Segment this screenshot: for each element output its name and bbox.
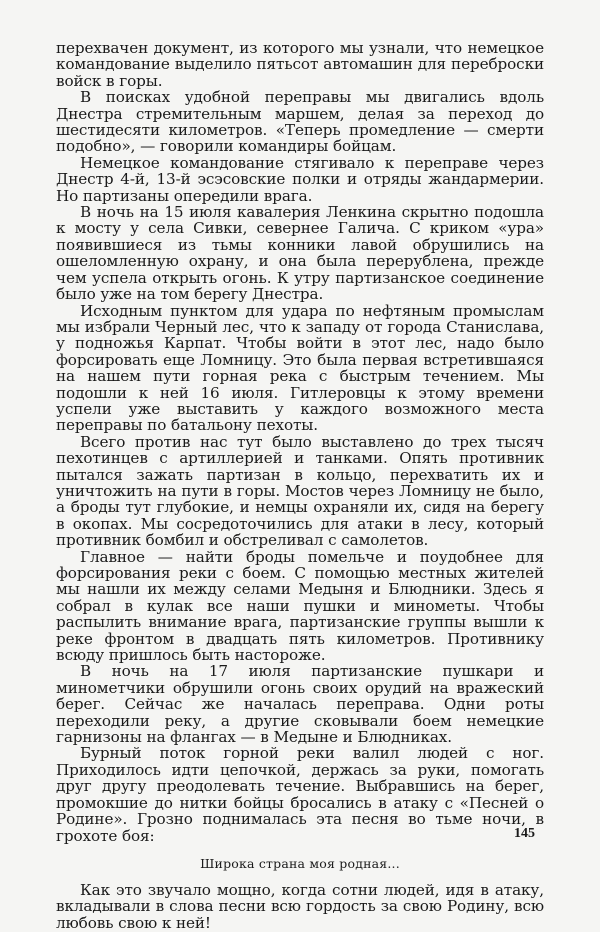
paragraph-starting-point: Исходным пунктом для удара по нефтяным промыслам мы избрали Черный лес, что к западу от города Станислава, у подножья Карпат. Чтобы войти в этот лес, надо было форсировать еще Ломницу. Это была первая встретившаяся на нашем пути горная река с быстрым течением. Мы подошли к ней 16 июля. Гитлеровцы к этому времени успели уже выставить у каждого возможного места переправы по батальону пехоты.: [56, 301, 544, 435]
paragraph-crossing-search: В поисках удобной переправы мы двигались вдоль Днестра стремительным маршем, делая за переход до шестидесяти километров. «Теперь промедление — смерти подобно», — говорили командиры бойцам.: [56, 88, 544, 156]
paragraph-german-command: Немецкое командование стягивало к переправе через Днестр 4-й, 13-й эсэсовские полки и отряды жандармерии. Но партизаны опередили врага.: [56, 153, 544, 205]
paragraph-find-fords: Главное — найти броды помельче и поудобнее для форсирования реки с боем. С помощью местных жителей мы нашли их между селами Медыня и Блюдники. Здесь я собрал в кулак все наши пушки и минометы. Чтобы распылить внимание врага, партизанские группы вышли к реке фронтом в двадцать пять километров. Противнику всюду пришлось быть настороже.: [56, 547, 544, 665]
paragraph-continued: перехвачен документ, из которого мы узнали, что немецкое командование выделило пятьсот автомашин для переброски войск в горы.: [56, 39, 544, 90]
song-quote: Широка страна моя родная...: [200, 855, 400, 871]
paragraph-night-july-15: В ночь на 15 июля кавалерия Ленкина скрытно подошла к мосту у села Сивки, севернее Галича. С криком «ура» появившиеся из тьмы конники лавой обрушились на ошеломленную охрану, и она была перерублена, прежде чем успела открыть огонь. К утру партизанское соединение было уже на том берегу Днестра.: [56, 203, 544, 304]
page-number: 145: [514, 826, 535, 841]
paragraph-river-crossing: Бурный поток горной реки валил людей с ног. Приходилось идти цепочкой, держась за руки, помогать друг другу преодолевать течение. Выбравшись на берег, промокшие до нитки бойцы бросались в атаку с «Песней о Родине». Грозно поднималась эта песня во тьме ночи, в грохоте боя:: [56, 744, 544, 845]
paragraph-closing: Как это звучало мощно, когда сотни людей, идя в атаку, вкладывали в слова песни всю гордость за свою Родину, всю любовь свою к ней!: [56, 880, 544, 932]
book-page: [56, 40, 544, 931]
paragraph-enemy-forces: Всего против нас тут было выставлено до трех тысяч пехотинцев с артиллерией и танками. Опять противник пытался зажать партизан в кольцо, перехватить их и уничтожить на пути в горы. Мостов через Ломницу не было, а броды тут глубокие, и немцы охраняли их, сидя на берегу в окопах. Мы сосредоточились для атаки в лесу, который противник бомбил и обстреливал с самолетов.: [56, 432, 544, 550]
paragraph-night-july-17: В ночь на 17 июля партизанские пушкари и минометчики обрушили огонь своих орудий на вражеский берег. Сейчас же началась переправа. Одни роты переходили реку, а другие сковывали боем немецкие гарнизоны на флангах — в Медыне и Блюдниках.: [56, 662, 544, 747]
